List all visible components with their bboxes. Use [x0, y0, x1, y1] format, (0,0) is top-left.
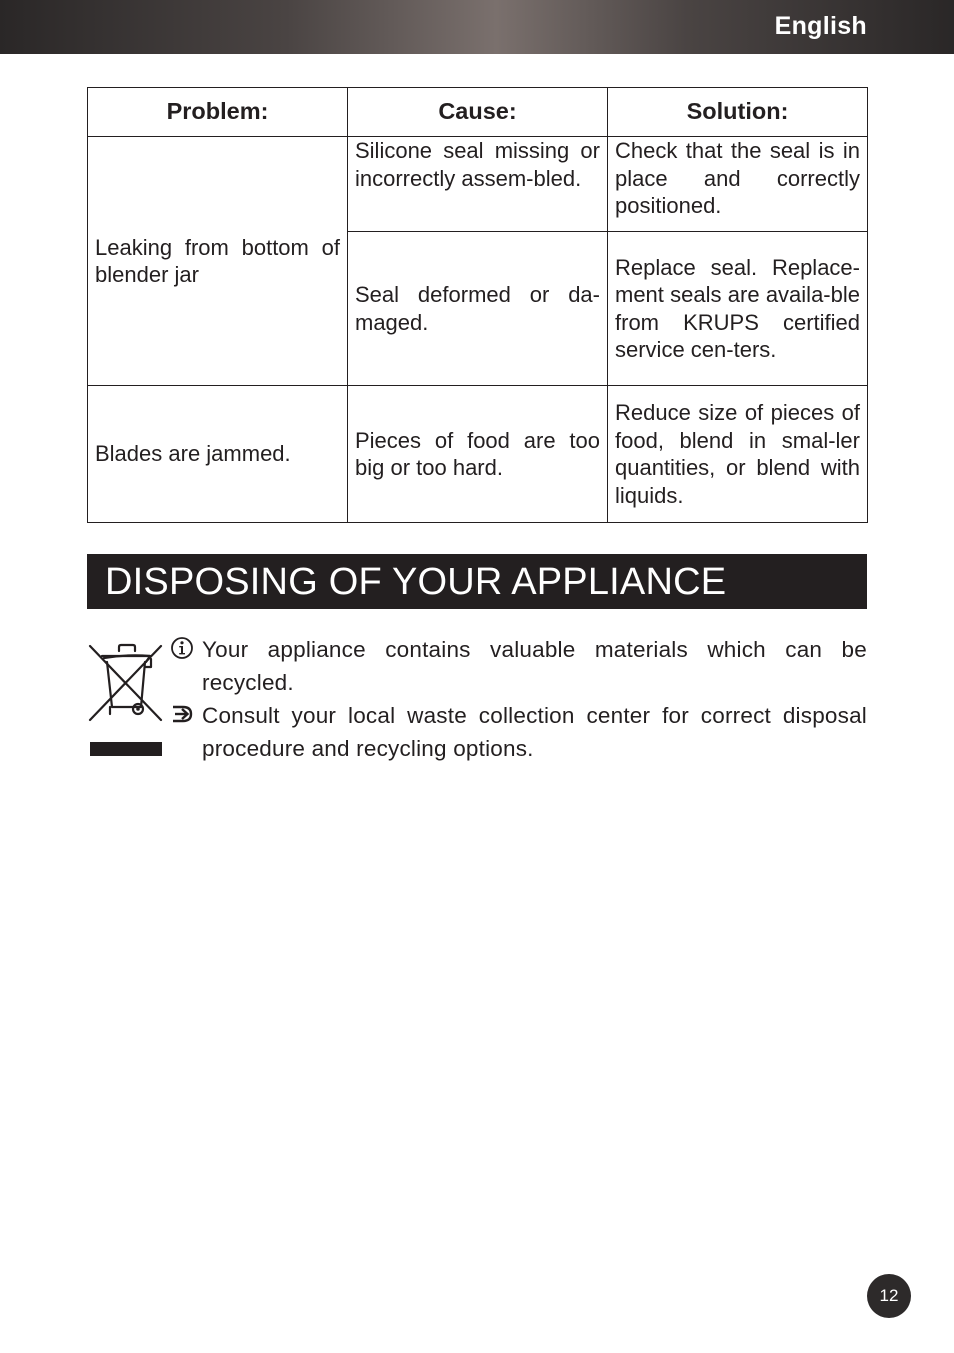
arrow-right-icon [170, 702, 194, 726]
cause-cell: Seal deformed or da-maged. [348, 232, 608, 386]
header-problem: Problem: [88, 88, 348, 137]
header-solution: Solution: [608, 88, 868, 137]
solution-cell: Check that the seal is in place and correctly positioned. [608, 137, 868, 232]
section-heading-bar [87, 554, 867, 609]
table-header-row [88, 88, 868, 137]
table-row [88, 386, 868, 523]
list-item-text: Your appliance contains valuable materials which can be recycled. [202, 637, 867, 695]
problem-cell: Leaking from bottom of blender jar [88, 137, 348, 386]
cause-cell: Pieces of food are too big or too hard. [348, 386, 608, 523]
list-item [170, 699, 867, 765]
solution-cell: Replace seal. Replace-ment seals are availa-ble from KRUPS certified service cen-ters. [608, 232, 868, 386]
table-row [88, 137, 868, 232]
page-number-badge: 12 [867, 1274, 911, 1318]
section-title: DISPOSING OF YOUR APPLIANCE [105, 561, 727, 603]
info-icon [170, 636, 194, 660]
list-item-text: Consult your local waste collection center for correct disposal procedure and recycling options. [202, 703, 867, 761]
list-item [170, 633, 867, 699]
language-label: English [774, 12, 867, 40]
crossed-out-wheelie-bin-icon [88, 641, 164, 757]
troubleshooting-table [87, 87, 868, 523]
disposal-list [170, 633, 867, 765]
solution-cell: Reduce size of pieces of food, blend in smal-ler quantities, or blend with liquids. [608, 386, 868, 523]
cause-cell: Silicone seal missing or incorrectly assem-bled. [348, 137, 608, 232]
header-cause: Cause: [348, 88, 608, 137]
problem-cell: Blades are jammed. [88, 386, 348, 523]
header-bar [0, 0, 954, 54]
